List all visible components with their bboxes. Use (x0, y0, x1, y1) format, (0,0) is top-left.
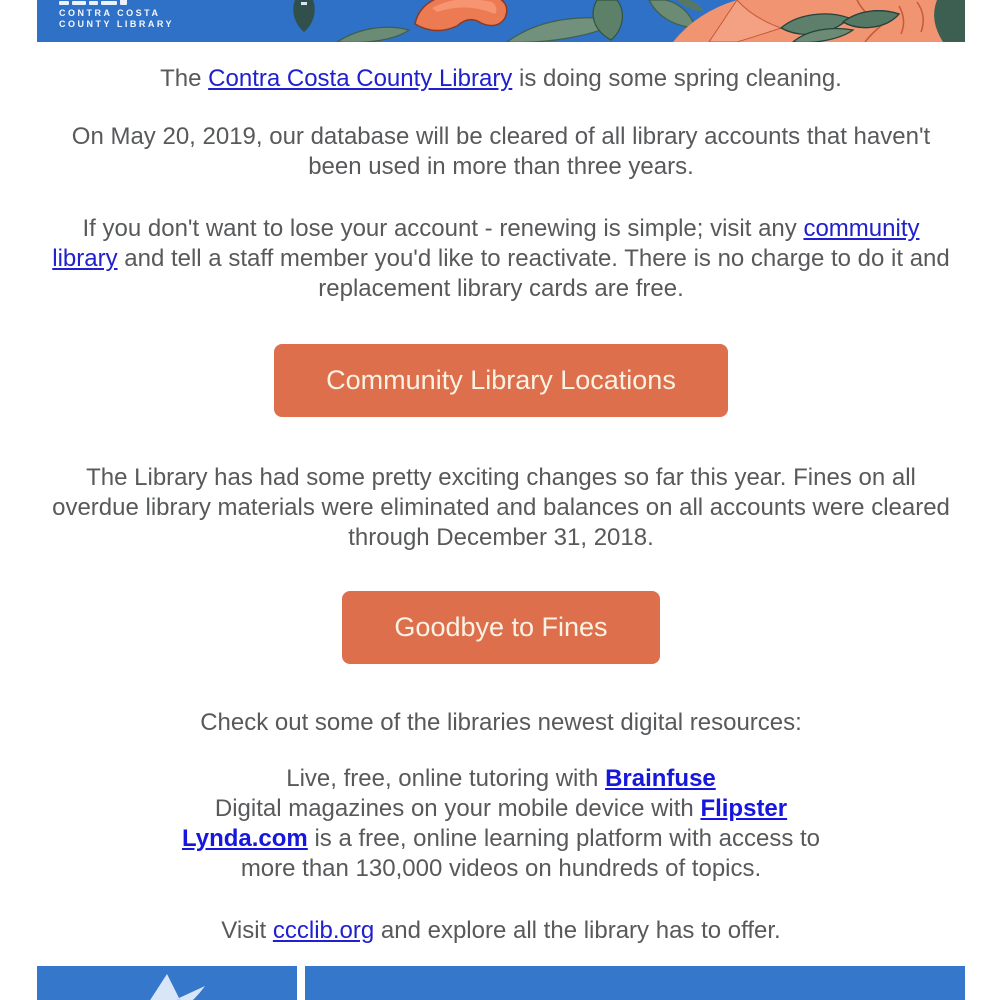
logo-wordmark-cropped (59, 0, 174, 5)
bird-icon (37, 966, 297, 1000)
library-logo (59, 0, 174, 30)
header-banner (37, 0, 965, 42)
footer (37, 966, 965, 1000)
brainfuse-pre-text: Live, free, online tutoring with (286, 765, 606, 792)
visit-post-text: and explore all the library has to offer. (374, 917, 781, 944)
locations-button-row (37, 344, 965, 417)
flipster-pre-text: Digital magazines on your mobile device with (214, 795, 701, 822)
footer-divider (297, 966, 305, 1000)
lynda-post-text: is a free, online learning platform with access to more than 130,000 videos on hundreds of topics. (240, 825, 821, 882)
fines-paragraph: The Library has had some pretty exciting changes so far this year. Fines on all overdue library materials were eliminated and balances on all accounts were cleared through December 31, 2018. (52, 464, 950, 551)
visit-pre-text: Visit (221, 917, 273, 944)
intro-line (51, 64, 951, 94)
community-library-locations-button[interactable]: Community Library Locations (274, 344, 728, 417)
cleanup-notice: On May 20, 2019, our database will be cleared of all library accounts that haven't been used in more than three years. (71, 123, 931, 180)
footer-info-box (305, 966, 965, 1000)
renew-pre-text: If you don't want to lose your account - renewing is simple; visit any (82, 215, 804, 242)
library-link[interactable]: Contra Costa County Library (208, 65, 513, 92)
renew-post-text: and tell a staff member you'd like to reactivate. There is no charge to do it and replacement library cards are free. (117, 245, 950, 302)
brainfuse-link[interactable]: Brainfuse (605, 765, 716, 792)
lynda-line (182, 825, 820, 882)
flipster-link[interactable]: Flipster (700, 795, 788, 822)
brainfuse-line (286, 765, 716, 792)
intro-post-text: is doing some spring cleaning. (512, 65, 842, 92)
ccclib-link[interactable]: ccclib.org (272, 917, 375, 944)
visit-line (51, 916, 951, 946)
spring-floral-illustration (37, 0, 965, 42)
goodbye-to-fines-button[interactable]: Goodbye to Fines (342, 591, 659, 664)
flipster-line (215, 795, 787, 822)
email-body (37, 0, 965, 1000)
footer-social-box[interactable] (37, 966, 297, 1000)
logo-line-2: COUNTY LIBRARY (59, 19, 175, 29)
digital-resources-heading: Check out some of the libraries newest digital resources: (200, 709, 802, 736)
fines-button-row (37, 591, 965, 664)
digital-resources-list (161, 764, 841, 884)
intro-pre-text: The (160, 65, 209, 92)
lynda-link[interactable]: Lynda.com (181, 825, 308, 852)
renewal-paragraph (51, 214, 951, 304)
logo-line-1: CONTRA COSTA (59, 8, 161, 18)
community-library-link[interactable]: community library (52, 215, 920, 272)
